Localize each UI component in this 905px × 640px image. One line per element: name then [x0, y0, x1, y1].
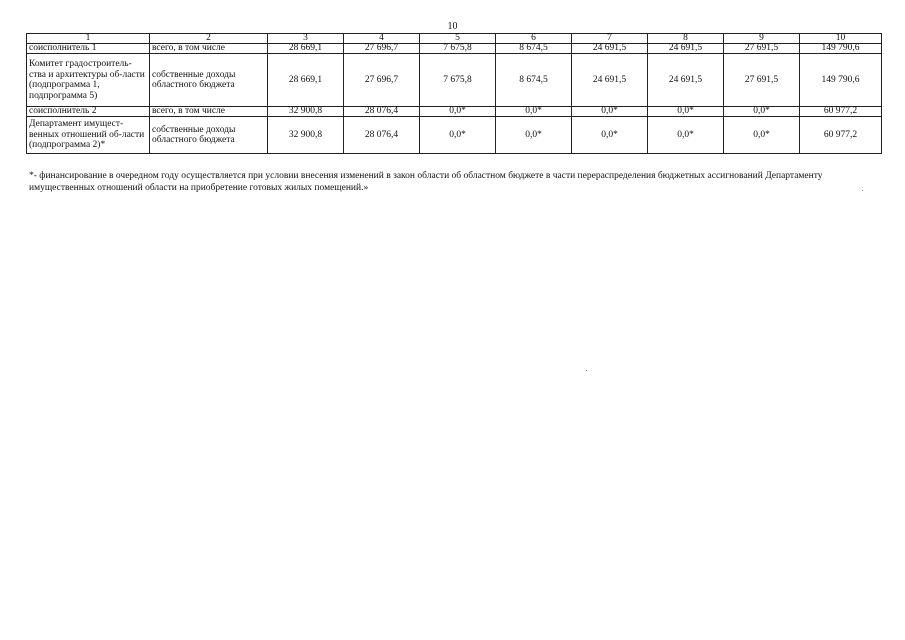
header-cell-1: 1 — [27, 34, 150, 44]
source-cell: всего, в том числе — [150, 44, 268, 54]
value-cell: 27 696,7 — [344, 54, 420, 107]
executor-cell: соисполнитель 2 — [27, 107, 150, 117]
executor-cell: Комитет градостроитель-ства и архитектуры об-ласти (подпрограмма 1, подпрограмма 5) — [27, 54, 150, 107]
value-cell: 28 076,4 — [344, 117, 420, 154]
source-cell: всего, в том числе — [150, 107, 268, 117]
header-cell-4: 4 — [344, 34, 420, 44]
page-number: 10 — [447, 21, 458, 32]
scan-speck — [586, 370, 587, 371]
value-cell: 32 900,8 — [268, 117, 344, 154]
header-cell-5: 5 — [420, 34, 496, 44]
value-cell: 8 674,5 — [496, 44, 572, 54]
value-cell: 0,0* — [496, 107, 572, 117]
scan-speck — [862, 190, 863, 191]
value-cell: 24 691,5 — [648, 54, 724, 107]
value-cell: 27 691,5 — [724, 44, 800, 54]
value-cell: 24 691,5 — [572, 54, 648, 107]
header-cell-2: 2 — [150, 34, 268, 44]
source-cell: собственные доходы областного бюджета — [150, 54, 268, 107]
value-cell: 0,0* — [572, 117, 648, 154]
table-row — [27, 117, 882, 154]
value-cell: 28 669,1 — [268, 54, 344, 107]
value-cell: 0,0* — [648, 107, 724, 117]
total-cell: 149 790,6 — [800, 54, 882, 107]
header-cell-8: 8 — [648, 34, 724, 44]
value-cell: 28 076,4 — [344, 107, 420, 117]
value-cell: 7 675,8 — [420, 44, 496, 54]
value-cell: 7 675,8 — [420, 54, 496, 107]
header-cell-9: 9 — [724, 34, 800, 44]
executor-cell: соисполнитель 1 — [27, 44, 150, 54]
executor-cell: Департамент имущест-венных отношений об-ласти (подпрограмма 2)* — [27, 117, 150, 154]
value-cell: 0,0* — [572, 107, 648, 117]
value-cell: 0,0* — [648, 117, 724, 154]
table-row — [27, 44, 882, 54]
value-cell: 28 669,1 — [268, 44, 344, 54]
value-cell: 24 691,5 — [648, 44, 724, 54]
value-cell: 27 696,7 — [344, 44, 420, 54]
value-cell: 24 691,5 — [572, 44, 648, 54]
header-cell-10: 10 — [800, 34, 882, 44]
total-cell: 60 977,2 — [800, 107, 882, 117]
header-cell-3: 3 — [268, 34, 344, 44]
value-cell: 32 900,8 — [268, 107, 344, 117]
table-header-row — [27, 34, 882, 44]
value-cell: 8 674,5 — [496, 54, 572, 107]
value-cell: 27 691,5 — [724, 54, 800, 107]
table-row — [27, 54, 882, 107]
header-cell-6: 6 — [496, 34, 572, 44]
footnote: *- финансирование в очередном году осуществляется при условии внесения изменений в закон области об областном бюджете в части перераспределения бюджетных ассигнований Департаменту имущественных отношений области на приобретение готовых жилых помещений.» — [29, 171, 823, 193]
table-row — [27, 107, 882, 117]
value-cell: 0,0* — [420, 117, 496, 154]
total-cell: 149 790,6 — [800, 44, 882, 54]
value-cell: 0,0* — [420, 107, 496, 117]
header-cell-7: 7 — [572, 34, 648, 44]
value-cell: 0,0* — [724, 117, 800, 154]
value-cell: 0,0* — [724, 107, 800, 117]
value-cell: 0,0* — [496, 117, 572, 154]
total-cell: 60 977,2 — [800, 117, 882, 154]
source-cell: собственные доходы областного бюджета — [150, 117, 268, 154]
budget-table — [26, 33, 882, 154]
